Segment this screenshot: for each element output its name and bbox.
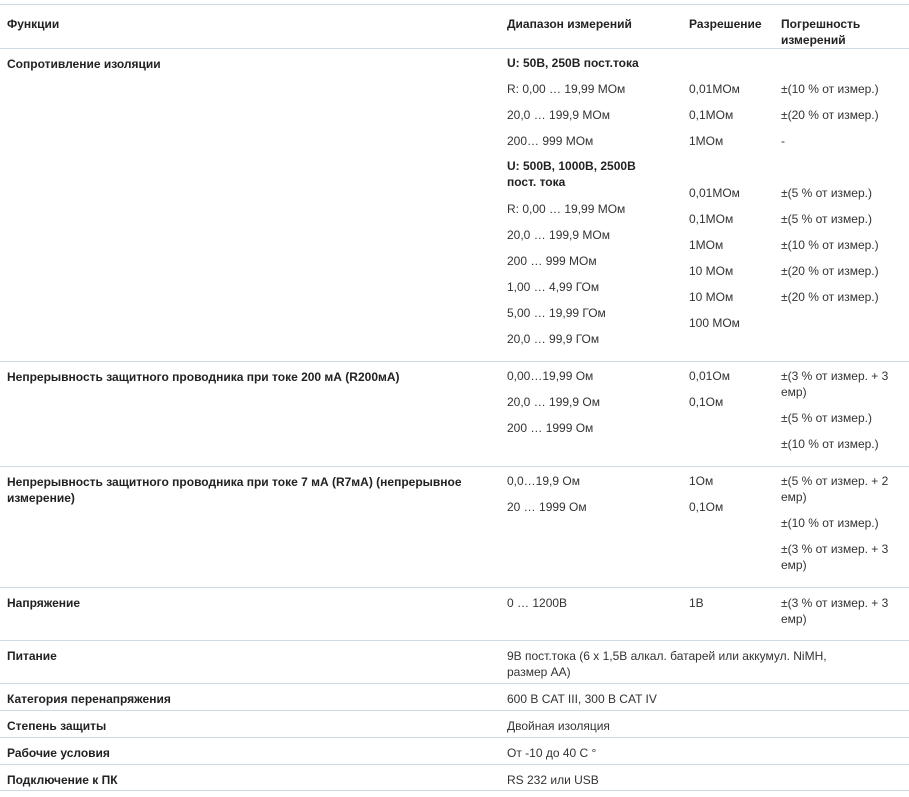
range-value: 0,00…19,99 Ом [507,369,594,383]
range-group-title: U: 500В, 1000В, 2500В пост. тока [507,159,636,189]
error-value: ±(5 % от измер.) [781,411,872,425]
range-cell [507,49,687,349]
range-value: R: 0,00 … 19,99 МОм [507,202,626,216]
range-value: 200… 999 МОм [507,134,594,148]
table-row-protection [0,710,909,737]
conditions-value: От -10 до 40 С ° [507,746,597,760]
table-bottom-divider [0,790,909,791]
resolution-value: 10 МОм [689,264,734,278]
resolution-value: 100 МОм [689,316,740,330]
error-cell [781,467,905,577]
table-row-insulation [0,48,909,361]
table-row-pc-connection [0,764,909,791]
range-value: 20,0 … 199,9 МОм [507,108,610,122]
range-value: 0,0…19,9 Ом [507,474,580,488]
range-value: 20,0 … 99,9 ГОм [507,332,600,346]
row-label: Подключение к ПК [7,773,118,787]
range-value: 20,0 … 199,9 МОм [507,228,610,242]
error-value: ±(3 % от измер. + 3 емр) [781,542,889,572]
error-value: ±(10 % от измер.) [781,437,879,451]
row-label: Рабочие условия [7,746,110,760]
error-value: ±(3 % от измер. + 3 емр) [781,369,889,399]
row-label: Напряжение [7,596,81,610]
range-value: 20 … 1999 Ом [507,500,587,514]
header-resolution: Разрешение [689,17,762,31]
resolution-value: 0,1МОм [689,108,734,122]
error-value: ±(20 % от измер.) [781,108,879,122]
range-group-title: U: 50В, 250В пост.тока [507,56,639,70]
power-value: 9В пост.тока (6 x 1,5В алкал. батарей или аккумул. NiMH, размер AA) [507,649,827,679]
range-value: 200 … 1999 Ом [507,421,594,435]
protection-value: Двойная изоляция [507,719,610,733]
table-row-overvoltage [0,683,909,710]
error-value: - [781,134,785,148]
range-value: 5,00 … 19,99 ГОм [507,306,606,320]
table-row-continuity-200ma [0,361,909,466]
overvoltage-value: 600 В CAT III, 300 В CAT IV [507,692,657,706]
table-row-voltage [0,587,909,640]
error-value: ±(10 % от измер.) [781,516,879,530]
resolution-value: 10 МОм [689,290,734,304]
resolution-value: 0,1Ом [689,500,724,514]
range-cell [507,362,687,462]
row-label: Питание [7,649,57,663]
resolution-cell [689,49,779,349]
resolution-value: 1Ом [689,474,714,488]
resolution-value: 1МОм [689,134,724,148]
range-value: 20,0 … 199,9 Ом [507,395,600,409]
error-cell [781,49,905,349]
error-value: ±(5 % от измер. + 2 емр) [781,474,889,504]
error-value: ±(5 % от измер.) [781,212,872,226]
error-value: ±(20 % от измер.) [781,264,879,278]
row-label: Непрерывность защитного проводника при токе 7 мА (R7мА) (непрерывное измерение) [7,475,462,505]
row-label: Степень защиты [7,719,107,733]
resolution-value: 1МОм [689,238,724,252]
error-value: ±(10 % от измер.) [781,238,879,252]
resolution-value: 0,01Ом [689,369,730,383]
resolution-cell [689,467,779,577]
row-label: Категория перенапряжения [7,692,171,706]
error-value: ±(3 % от измер. + 3 емр) [781,596,889,626]
header-range: Диапазон измерений [507,17,632,31]
error-value: ±(20 % от измер.) [781,290,879,304]
resolution-value: 0,01МОм [689,82,740,96]
range-cell [507,467,687,577]
row-label: Непрерывность защитного проводника при токе 200 мА (R200мА) [7,370,400,384]
resolution-value: 0,01МОм [689,186,740,200]
range-value: 0 … 1200В [507,596,568,610]
header-functions: Функции [7,17,60,31]
error-cell [781,362,905,462]
range-value: 200 … 999 МОм [507,254,597,268]
row-label: Сопротивление изоляции [7,57,161,71]
pc-connection-value: RS 232 или USB [507,773,599,787]
error-value: ±(10 % от измер.) [781,82,879,96]
table-row-conditions [0,737,909,764]
table-row-power [0,640,909,683]
header-error: Погрешность измерений [781,17,861,47]
resolution-value: 0,1МОм [689,212,734,226]
resolution-cell [689,362,779,462]
resolution-value: 0,1Ом [689,395,724,409]
error-value: ±(5 % от измер.) [781,186,872,200]
table-row-continuity-7ma [0,466,909,587]
table-header-row [0,4,909,48]
resolution-value: 1В [689,596,704,610]
range-value: R: 0,00 … 19,99 МОм [507,82,626,96]
range-value: 1,00 … 4,99 ГОм [507,280,600,294]
